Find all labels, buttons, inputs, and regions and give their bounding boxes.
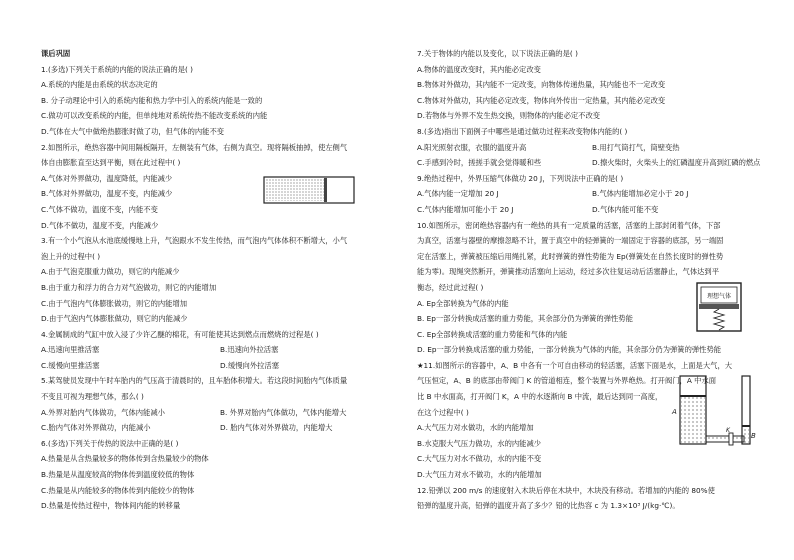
q3-option-a: A.由于气泡克服重力做功，则它的内能减少 [41, 267, 180, 277]
q2-stem-line1: 2.如图所示，绝热容器中间用隔板隔开，左侧装有气体，右侧为真空。现将隔板抽掉，使左侧气 [41, 142, 348, 152]
q10-option-d: D. Ep一部分转换成活塞的重力势能，一部分转换为气体的内能，其余部分仍为弹簧的弹性势能 [417, 345, 722, 355]
q9-options-row2 [417, 202, 767, 218]
q8-option-b: B.用打气筒打气，筒壁变热 [592, 142, 680, 152]
q8-options-row2 [417, 155, 767, 171]
q11-vessels-figure [672, 372, 756, 450]
q9-stem: 9.绝热过程中，外界压缩气体做功 20 J，下列说法中正确的是( ) [417, 173, 624, 183]
q11-option-c: C.大气压力对水不做功，水的内能不变 [417, 454, 542, 464]
q5-option-d: D. 胎内气体对外界做功，内能增大 [220, 423, 333, 433]
q10-option-c: C. Ep全部转换成活塞的重力势能和气体的内能 [417, 329, 568, 339]
q3-option-c: C.由于气泡内气体膨胀做功，则它的内能增加 [41, 298, 188, 308]
q10-stem-line2: 为真空，活塞与器壁的摩擦忽略不计，置于真空中的轻弹簧的一端固定于容器的底部，另一端固 [417, 236, 724, 246]
q11-option-d: D.大气压力对水不做功，水的内能增加 [417, 470, 542, 480]
gas-region [266, 179, 324, 201]
connecting-pipe [706, 436, 744, 442]
q11-stem-line2: 气压恒定，A、B 的底部由带阀门 K 的管道相连，整个装置与外界绝热。打开阀门，A 中水面 [417, 376, 717, 386]
q7-option-a: A.物体的温度改变时，其内能必定改变 [417, 64, 541, 74]
q11-option-b: B.水克服大气压力做功，水的内能减少 [417, 438, 542, 448]
q4-option-b: B.迅速向外拉活塞 [220, 345, 279, 355]
q1-option-c: C.做功可以改变系统的内能，但单纯地对系统传热不能改变系统的内能 [41, 111, 268, 121]
q8-option-d: D.擦火柴时，火柴头上的红磷温度升高到红磷的燃点 [592, 158, 761, 168]
q9-options-row1 [417, 186, 767, 202]
q2-option-a: A.气体对外界做功，温度降低，内能减少 [41, 173, 173, 183]
q6-option-c: C.热量是从内能较多的物体传到内能较少的物体 [41, 485, 195, 495]
q11-stem-line1: ★11.如图所示的容器中，A、B 中各有一个可自由移动的轻活塞，活塞下面是水，上面是大气，大 [417, 360, 733, 370]
q5-option-a: A.外界对胎内气体做功，气体内能减小 [41, 407, 165, 417]
q4-option-c: C.缓慢向里推活塞 [41, 360, 100, 370]
q9-option-b: B.气体内能增加必定小于 20 J [592, 189, 689, 199]
q10-stem-line1: 10.如图所示，密闭绝热容器内有一绝热的具有一定质量的活塞，活塞的上部封闭着气体，下部 [417, 220, 721, 230]
q1-option-d: D.气体在大气中做绝热膨胀时做了功，但气体的内能不变 [41, 126, 225, 136]
q5-option-b: B. 外界对胎内气体做功，气体内能增大 [220, 407, 347, 417]
q8-stem: 8.(多选)指出下面例子中哪些是通过做功过程来改变物体内能的( ) [417, 126, 628, 136]
q5-options-row1 [41, 405, 399, 421]
q11-stem-line3: 比 B 中水面高，打开阀门 K，A 中的水逐渐向 B 中流，最后达到同一高度， [417, 392, 663, 402]
section-title: 课后巩固 [41, 49, 71, 58]
label-k: K [726, 427, 730, 434]
q7-stem: 7.关于物体的内能以及变化，以下说法正确的是( ) [417, 49, 578, 58]
q10-stem-line5: 衡态，经过此过程( ) [417, 282, 484, 292]
q12-stem-line1: 12.铅弹以 200 m/s 的速度射入木块后停在木块中，木块没有移动。若增加的内能的 80%使 [417, 485, 715, 495]
q3-stem-line2: 泡上升的过程中( ) [41, 251, 101, 261]
q7-option-d: D.若物体与外界不发生热交换，则物体的内能必定不改变 [417, 111, 601, 121]
q4-stem: 4.金属制成的气缸中放入浸了少许乙醚的棉花，有可能使其达到燃点而燃烧的过程是( ) [41, 329, 319, 339]
q1-option-a: A.系统的内能是由系统的状态决定的 [41, 80, 158, 90]
label-a: A [672, 408, 677, 416]
q4-option-a: A.迅速向里推活塞 [41, 345, 100, 355]
q1-stem: 1.(多选)下列关于系统的内能的说法正确的是( ) [41, 64, 194, 74]
q7-option-b: B.物体对外做功，其内能不一定改变，向物体传递热量，其内能也不一定改变 [417, 80, 666, 90]
q10-stem-line3: 定在活塞上，弹簧被压缩后用绳扎紧，此时弹簧的弹性势能为 Ep(弹簧处在自然长度时的弹性势 [417, 251, 724, 261]
water-b [743, 426, 749, 443]
q5-option-c: C.胎内气体对外界做功，内能减小 [41, 423, 151, 433]
q5-stem-line2: 不变且可视为理想气体，那么( ) [41, 392, 144, 402]
q6-option-b: B.热量是从温度较高的物体传到温度较低的物体 [41, 470, 195, 480]
q12-stem-line2: 铅弹的温度升高，铅弹的温度升高了多少？铅的比热容 c 为 1.3×10³ J/(kg·℃)。 [417, 501, 680, 511]
left-column [41, 46, 399, 514]
q8-option-c: C.手感到冷时，搓搓手就会觉得暖和些 [417, 158, 542, 168]
q2-container-figure [263, 176, 355, 204]
partition-board [324, 178, 327, 202]
q2-option-c: C.气体不做功，温度不变，内能不变 [41, 204, 158, 214]
q4-options-row1 [41, 342, 399, 358]
q3-option-d: D.由于气泡内气体膨胀做功，则它的内能减少 [41, 314, 188, 324]
label-b: B [751, 432, 756, 440]
q11-option-a: A.大气压力对水做功，水的内能增加 [417, 423, 534, 433]
piston [699, 304, 739, 309]
q3-stem-line1: 3.有一个小气泡从水池底缓慢地上升，气泡跟水不发生传热，而气泡内气体体积不断增大，小气 [41, 236, 348, 246]
q8-option-a: A.阳光照射衣服，衣服的温度升高 [417, 142, 527, 152]
q5-stem-line1: 5.某驾驶员发现中午时车胎内的气压高于清晨时的，且车胎体积增大。若这段时间胎内气体质量 [41, 376, 348, 386]
q2-stem-line2: 体自由膨胀直至达到平衡，则在此过程中( ) [41, 158, 181, 168]
q4-option-d: D.缓慢向外拉活塞 [220, 360, 280, 370]
q6-option-d: D.热量是传热过程中，物体间内能的转移量 [41, 501, 181, 511]
q5-options-row2 [41, 420, 399, 436]
valve-k [729, 433, 733, 445]
q10-option-a: A. Ep全部转换为气体的内能 [417, 298, 509, 308]
water-a [681, 396, 705, 443]
q2-option-d: D.气体不做功，温度不变，内能减少 [41, 220, 159, 230]
q6-option-a: A.热量是从含热量较多的物体传到含热量较少的物体 [41, 454, 209, 464]
q10-piston-figure [696, 282, 742, 332]
q10-option-b: B. Ep一部分转换成活塞的重力势能，其余部分仍为弹簧的弹性势能 [417, 314, 633, 324]
q9-option-a: A.气体内能一定增加 20 J [417, 189, 499, 199]
q4-options-row2 [41, 358, 399, 374]
q9-option-c: C.气体内能增加可能小于 20 J [417, 204, 514, 214]
gas-label: 理想气体 [706, 293, 732, 300]
q10-stem-line4: 能为零)。现绳突然断开，弹簧推动活塞向上运动，经过多次往复运动后活塞静止，气体达到平 [417, 267, 720, 277]
q7-option-c: C.物体对外做功，其内能必定改变，物体向外传出一定热量，其内能必定改变 [417, 95, 666, 105]
q9-option-d: D.气体内能可能不变 [592, 204, 659, 214]
q2-option-b: B.气体对外界做功，温度不变，内能减少 [41, 189, 173, 199]
q1-option-b: B. 分子动理论中引入的系统内能和热力学中引入的系统内能是一致的 [41, 95, 263, 105]
q11-stem-line4: 在这个过程中( ) [417, 407, 469, 417]
q8-options-row1 [417, 140, 767, 156]
q3-option-b: B.由于重力和浮力的合力对气泡做功，则它的内能增加 [41, 282, 217, 292]
q6-stem: 6.(多选)下列关于传热的说法中正确的是( ) [41, 438, 179, 448]
